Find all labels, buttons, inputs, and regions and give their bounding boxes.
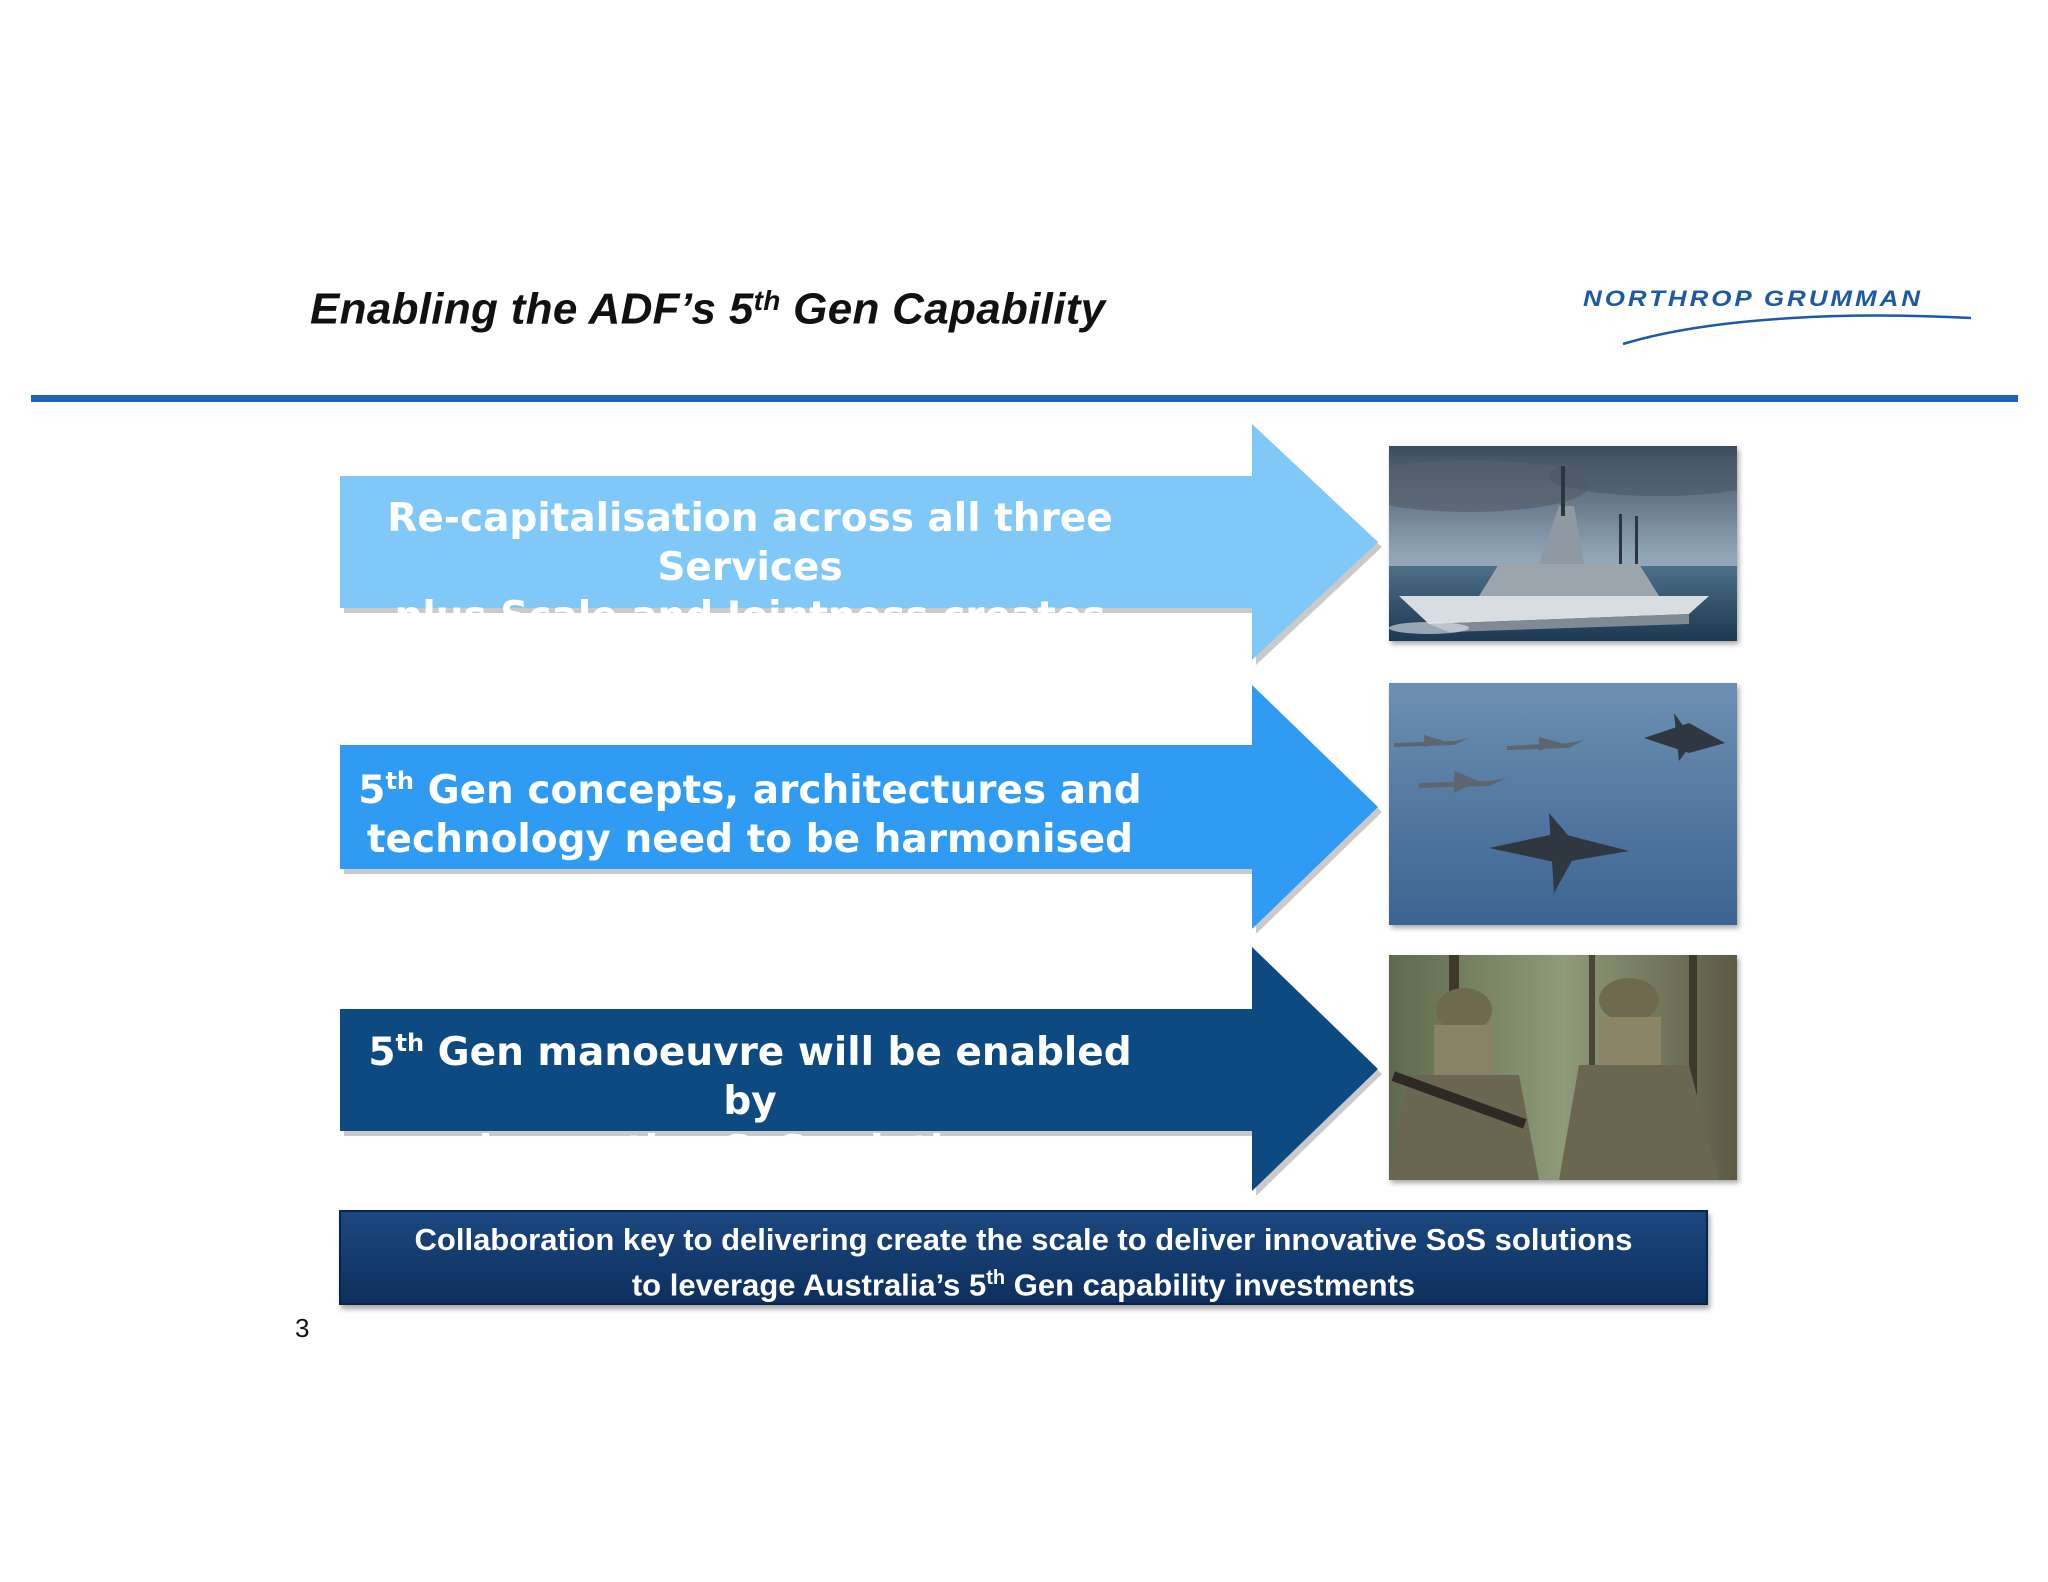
fighter-jets-photo bbox=[1389, 683, 1737, 925]
arrow-recapitalisation bbox=[334, 418, 1384, 688]
warship-photo bbox=[1389, 446, 1737, 641]
arrow-5th-gen-manoeuvre-text: 5th Gen manoeuvre will be enabled by innovative SoS solutions bbox=[368, 1029, 1132, 1173]
arrow-recapitalisation-text: Re-capitalisation across all three Services plus Scale and Jointness creates opportunity bbox=[387, 496, 1113, 688]
northrop-grumman-logo: NORTHROP GRUMMAN bbox=[1575, 286, 1985, 358]
soldiers-photo bbox=[1389, 955, 1737, 1180]
slide-title: Enabling the ADF’s 5th Gen Capability bbox=[310, 284, 1106, 334]
title-divider bbox=[31, 395, 2018, 402]
arrow-5th-gen-concepts bbox=[334, 683, 1384, 933]
collaboration-banner: Collaboration key to delivering create the scale to deliver innovative SoS solutions to leverage Australia’s 5th Gen capability investments bbox=[339, 1210, 1708, 1305]
arrow-5th-gen-concepts-text: 5th Gen concepts, architectures and technology need to be harmonised bbox=[358, 767, 1142, 862]
page-number: 3 bbox=[295, 1313, 310, 1343]
arrow-5th-gen-manoeuvre bbox=[334, 945, 1384, 1195]
